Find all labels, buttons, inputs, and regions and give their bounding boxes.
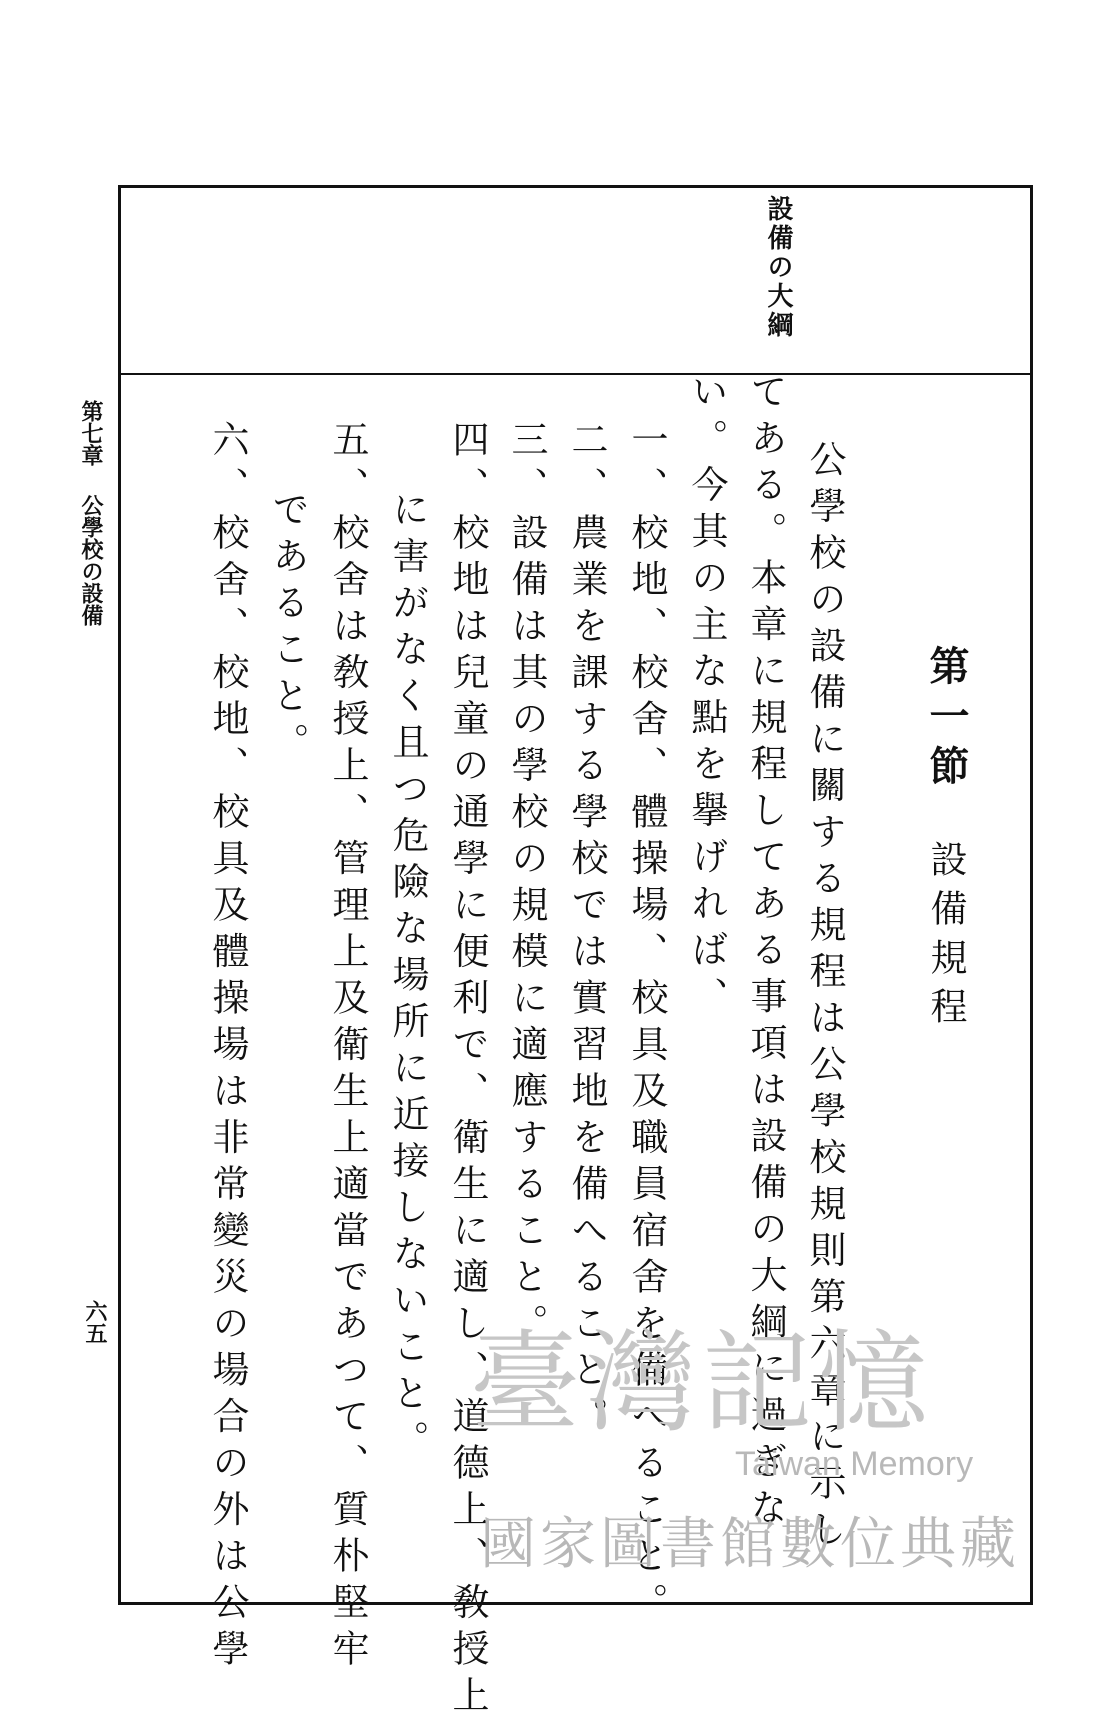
section-title: 設備規程 [924,840,967,1036]
watermark-brush-logo: 臺灣記憶 [470,1319,934,1447]
watermark-english: Taiwan Memory [735,1445,974,1483]
body-line: 六、校舍、校地、校具及體操場は非常變災の場合の外は公學 [206,420,249,1676]
body-line: 公學校の設備に關する規程は公學校規則第六章に示し [803,440,846,1556]
section-number: 第一節 [923,645,970,795]
watermark-library: 國家圖書館數位典藏 [480,1512,1020,1575]
page-number: 六五 [82,1300,108,1344]
body-line: 四、校地は兒童の通學に便利で、衛生に適し、道德上、敎授上 [446,420,489,1722]
body-line: 五、校舍は敎授上、管理上及衛生上適當であつて、質朴堅牢 [326,420,369,1676]
chapter-title: 公學校の設備 [78,494,104,626]
chapter-margin-label [76,400,107,626]
chapter-number: 第七章 [78,400,104,466]
header-divider [118,373,1033,375]
body-line: に害がなく且つ危險な場所に近接しないこと。 [386,490,429,1467]
body-line: てある。本章に規程してある事項は設備の大綱に過ぎな [744,372,787,1535]
body-line: 二、農業を課する學校では實習地を備へること。 [565,420,608,1443]
body-line: 三、設備は其の學校の規模に適應すること。 [505,420,548,1350]
running-header: 設備の大綱 [763,195,793,340]
body-line: い。今其の主な點を擧げれば、 [685,372,728,1023]
body-line: 一、校地、校舍、體操場、校具及職員宿舍を備へること。 [625,420,668,1629]
body-line: であること。 [266,490,309,769]
